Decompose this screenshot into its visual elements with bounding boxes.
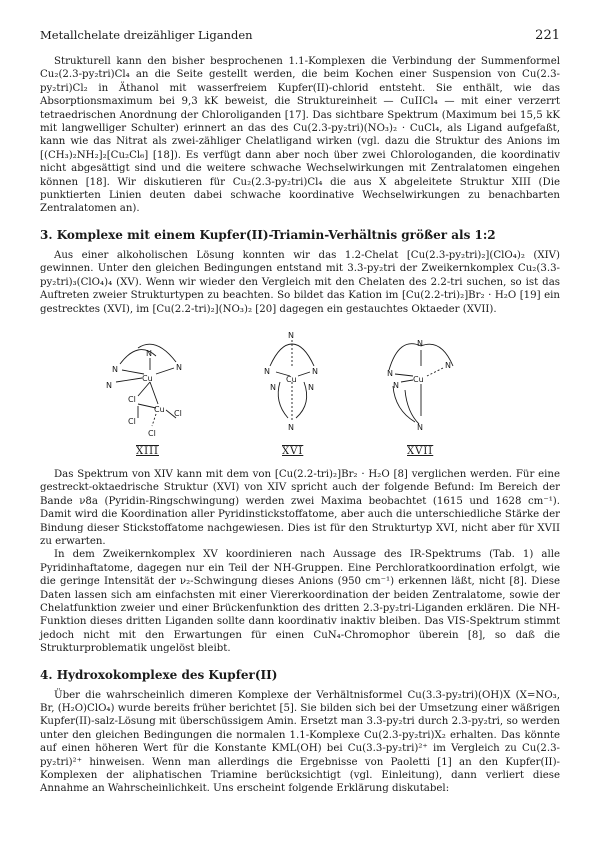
figure-label: XVII (407, 445, 434, 457)
atom-cu: Cu (142, 373, 153, 383)
section-3-paragraph-3: In dem Zweikernkomplex XV koordinieren nach Aussage des IR-Spektrums (Tab. 1) alle Pyridinhaftatome, dagegen nur ein Teil der NH-Gruppen. Eine Perchloratkoordination erfolgt, wie die geringe Intensität der ν₂-Schwingung dieses Anions (950 cm⁻¹) erkennen läßt, nicht [8]. Diese Daten lassen sich am einfachsten mit einer Viererkoordination der beiden Zentralatome, sowie der Chelatfunktion zweier und einer Brückenfunktion des dritten 2.3-py₂tri-Liganden erklären. Die NH-Funktion dieses dritten Liganden sollte dann koordinativ inaktiv bleiben. Das VIS-Spektrum stimmt jedoch nicht mit den Erwartungen für einen CuN₄-Chromophor überein [8], so daß die Strukturproblematik ungelöst bleibt. (40, 549, 560, 655)
section-4-paragraph: Über die wahrscheinlich dimeren Komplexe der Verhältnisformel Cu(3.3-py₂tri)(OH)X (X=NO₃, Br, (H₂O)ClO₄) wurde bereits früher berichtet [5]. Sie bilden sich bei der Umsetzung einer wäßrigen Kupfer(II)-salz-Lösung mit überschüssigem Amin. Ersetzt man 3.3-py₂tri durch 2.3-py₂tri, so werden unter den gleichen Bedingungen die normalen 1.1-Komplexe Cu(2.3-py₂tri)X₂ erhalten. Das könnte auf einen höheren Wert für die Konstante KML(OH) bei Cu(3.3-py₂tri)²⁺ im Vergleich zu Cu(2.3-py₂tri)²⁺ hinweisen. Wenn man allerdings die Ergebnisse von Paoletti [1] an den Kupfer(II)-Komplexen der aliphatischen Triamine berücksichtigt (vgl. Einleitung), dann verliert diese Annahme an Wahrscheinlichkeit. Uns erscheint folgende Erklärung diskutabel: (40, 689, 560, 795)
structure-xvii (365, 326, 475, 457)
structure-xvi (240, 326, 350, 457)
atom-n: N (112, 364, 118, 374)
intro-paragraph: Strukturell kann den bisher besprochenen 1.1-Komplexen die Verbindung der Summenformel Cu₂(2.3-py₂tri)Cl₄ an die Seite gestellt werden, die beim Kochen einer Suspension von Cu(2.3-py₂tri)Cl₂ in Äthanol mit wasserfreiem Kupfer(II)-chlorid entsteht. Sie enthält, wie das Absorptionsmaximum bei 9,3 kK beweist, die Struktureinheit — CuIICl₄ — mit einer verzerrt tetraedrischen Anordnung der Chloroliganden [17]. Das sichtbare Spektrum (Maximum bei 15,5 kK mit langwelliger Schulter) erinnert an das des Cu(2.3-py₂tri)(NO₃)₂ · CuCl₄, als Ligand aufgefaßt, kann wie das Nitrat als zwei-zähliger Chelatligand wirken (vgl. dazu die Struktur des Anions im [(CH₃)₂NH₂]₂[Cu₂Cl₆] [18]). Es verfügt dann aber noch über zwei Chlorologanden, die koordinativ nicht abgesättigt sind und die weitere schwache Wechselwirkungen mit Zentralatomen eingehen können [18]. Wir diskutieren für Cu₂(2.3-py₂tri)Cl₄ die aus X abgeleitete Struktur XIII (Die punktierten Linien deuten dabei schwache koordinative Wechselwirkungen zu benachbarten Zentralatomen an). (40, 56, 560, 215)
atom-n: N (106, 380, 112, 390)
page (40, 28, 560, 796)
atom-cl: Cl (128, 416, 136, 426)
atom-cl: Cl (128, 394, 136, 404)
atom-n: N (312, 366, 318, 376)
atom-n: N (176, 362, 182, 372)
section-3-heading: 3. Komplexe mit einem Kupfer(II)-Triamin-Verhältnis größer als 1:2 (40, 227, 496, 242)
atom-n: N (308, 382, 314, 392)
atom-cu: Cu (286, 374, 297, 384)
atom-cl: Cl (148, 428, 156, 438)
atom-n: N (445, 360, 451, 370)
atom-n: N (146, 348, 152, 358)
running-title: Metallchelate dreizähliger Liganden (40, 28, 253, 42)
atom-cu: Cu (154, 404, 165, 414)
atom-n: N (417, 338, 423, 348)
figure-label: XIII (136, 445, 159, 457)
atom-n: N (417, 422, 423, 432)
figure-label: XVI (282, 445, 304, 457)
atom-n: N (393, 380, 399, 390)
atom-n: N (387, 368, 393, 378)
structure-xvii-drawing (365, 326, 475, 444)
atom-n: N (264, 366, 270, 376)
page-header (40, 28, 560, 43)
structure-xiii-drawing (98, 326, 218, 444)
structure-xvi-drawing (240, 326, 350, 444)
structure-figures (40, 326, 560, 464)
structure-xiii (98, 326, 218, 457)
atom-cl: Cl (174, 408, 182, 418)
atom-n: N (270, 382, 276, 392)
atom-n: N (288, 330, 294, 340)
atom-cu: Cu (413, 374, 424, 384)
section-4-heading: 4. Hydroxokomplexe des Kupfer(II) (40, 667, 278, 682)
page-number: 221 (535, 28, 560, 43)
section-3-paragraph-1: Aus einer alkoholischen Lösung konnten wir das 1.2-Chelat [Cu(2.3-py₂tri)₂](ClO₄)₂ (XIV) gewinnen. Unter den gleichen Bedingungen entstand mit 3.3-py₂tri der Zweikernkomplex Cu₂(3.3-py₂tri)₃(ClO₄)₄ (XV). Wenn wir wieder den Vergleich mit den Chelaten des 2.2-tri suchen, so ist das Auftreten zweier Strukturtypen zu beachten. So bildet das Kation im [Cu(2.2-tri)₂]Br₂ · H₂O [19] ein gestrecktes (XVI), im [Cu(2.2-tri)₂](NO₃)₂ [20] dagegen ein gestauchtes Oktaeder (XVII). (40, 249, 560, 315)
atom-n: N (288, 422, 294, 432)
section-3-paragraph-2: Das Spektrum von XIV kann mit dem von [Cu(2.2-tri)₂]Br₂ · H₂O [8] verglichen werden. Für eine gestreckt-oktaedrische Struktur (XVI) von XIV spricht auch der folgende Befund: Im Bereich der Bande ν8a (Pyridin-Ringschwingung) werden zwei Maxima beobachtet (1615 und 1628 cm⁻¹). Damit wird die Koordination aller Pyridinstickstoffatome, aber auch die unterschiedliche Stärke der Bindung dieser Stickstoffatome nachgewiesen. Dies ist für den Strukturtyp XVI, nicht aber für XVII zu erwarten. (40, 468, 560, 547)
